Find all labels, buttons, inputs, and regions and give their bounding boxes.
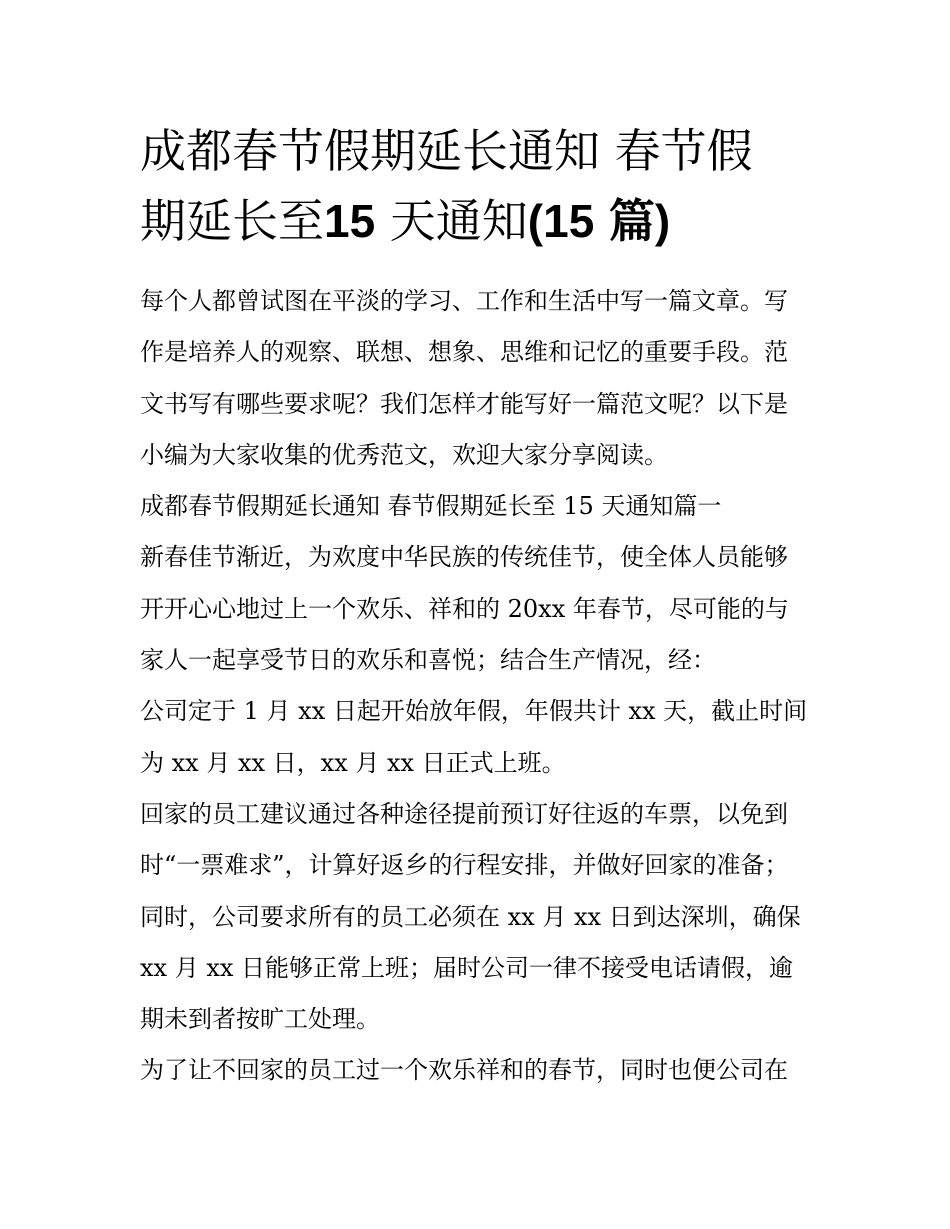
paragraph-line: 新春佳节渐近，为欢度中华民族的传统佳节，使全体人员能够	[140, 543, 788, 572]
intro-line: 每个人都曾试图在平淡的学习、工作和生活中写一篇文章。写	[140, 287, 788, 315]
title-text: 篇)	[608, 195, 671, 247]
paragraph-line: 为了让不回家的员工过一个欢乐祥和的春节，同时也便公司在	[140, 1056, 788, 1085]
intro-line: 小编为大家收集的优秀范文，欢迎大家分享阅读。	[140, 440, 668, 469]
intro-line: 文书写有哪些要求呢？我们怎样才能写好一篇范文呢？以下是	[140, 389, 788, 418]
document-title	[140, 116, 820, 256]
paragraph-line: 家人一起享受节日的欢乐和喜悦；结合生产情况，经：	[140, 646, 716, 675]
title-line-2	[140, 186, 820, 256]
paragraph-line: 公司定于 1 月 xx 日起开始放年假，年假共计 xx 天，截止时间	[140, 697, 808, 726]
paragraph-line: 回家的员工建议通过各种途径提前预订好往返的车票，以免到	[140, 799, 788, 828]
paragraph-line: 期未到者按旷工处理。	[140, 1005, 380, 1034]
paragraph-line: 开开心心地过上一个欢乐、祥和的 20xx 年春节，尽可能的与	[140, 594, 789, 623]
title-line-1: 成都春节假期延长通知 春节假	[140, 124, 753, 178]
paragraph-line: 为 xx 月 xx 日，xx 月 xx 日正式上班。	[140, 748, 566, 777]
paragraph-line: 时“一票难求”，计算好返乡的行程安排，并做好回家的准备；	[140, 851, 789, 880]
title-number: 15	[324, 195, 376, 247]
paragraph-line: xx 月 xx 日能够正常上班；届时公司一律不接受电话请假，逾	[140, 953, 794, 982]
title-text: 天通知	[389, 194, 528, 248]
document-body	[140, 276, 830, 1097]
intro-line: 作是培养人的观察、联想、想象、思维和记忆的重要手段。范	[140, 338, 788, 367]
title-text: 期延长至	[140, 194, 324, 248]
section-heading: 成都春节假期延长通知 春节假期延长至 15 天通知篇一	[140, 492, 722, 521]
title-number: (15	[527, 195, 595, 247]
paragraph-line: 同时，公司要求所有的员工必须在 xx 月 xx 日到达深圳，确保	[140, 902, 801, 931]
